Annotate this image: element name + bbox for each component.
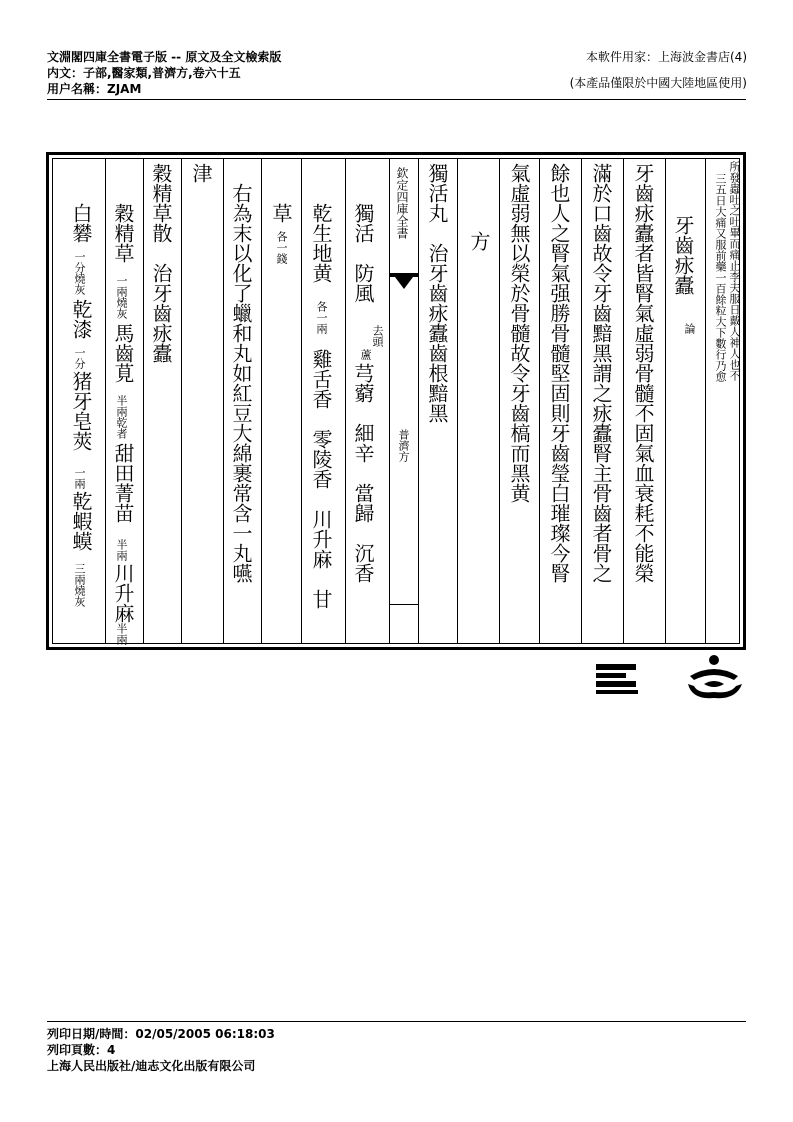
column-divider [418, 159, 419, 643]
note-column-left: 三五日大痛又服前藥一百餘粒大下數行乃愈 [714, 173, 727, 382]
ingredient: 草 [269, 203, 293, 223]
footer [47, 1026, 275, 1074]
ingredient-note: 三兩燒灰 [73, 563, 86, 607]
column-divider [581, 159, 582, 643]
column-divider [539, 159, 540, 643]
banner-fishtail [395, 277, 413, 289]
section-heading-note: 論 [683, 323, 696, 334]
column-divider [705, 159, 706, 643]
column-divider [345, 159, 346, 643]
banner-column [389, 159, 418, 643]
formula-title: 穀精草散 治牙齒㽷蠹 [149, 163, 173, 363]
column-divider [105, 159, 106, 643]
banner-title: 欽定四庫全書 [395, 167, 409, 239]
section-heading: 牙齒㽷蠹 [671, 215, 695, 295]
column-divider [499, 159, 500, 643]
column-divider [181, 159, 182, 643]
ingredient-note: 一兩 [73, 467, 86, 489]
publisher-logo-icon [594, 662, 640, 696]
ingredient: 乾生地黄 [309, 203, 333, 283]
ingredient: 馬齒莧 [111, 323, 135, 383]
print-datetime: 列印日期/時間：02/05/2005 06:18:03 [47, 1027, 275, 1041]
ingredient-note: 蘆 [359, 349, 372, 360]
region-notice: (本產品僅限於中國大陸地區使用) [569, 76, 747, 90]
ingredient-note: 各一錢 [275, 231, 288, 264]
ingredient: 乾漆 [69, 299, 93, 339]
footer-divider [47, 1021, 746, 1022]
ingredient-note: 半兩 [115, 623, 128, 645]
book-page-inner [52, 158, 740, 644]
text-column: 牙齒㽷蠹者皆腎氣虛弱骨髓不固氣血衰耗不能榮 [631, 163, 655, 583]
ingredient-note: 半兩乾者 [115, 395, 128, 439]
print-page-count: 列印頁數：4 [47, 1043, 116, 1057]
banner-book-title: 普濟方 [397, 429, 410, 462]
column-divider [665, 159, 666, 643]
ingredient: 獨活 防風 [351, 203, 375, 303]
licensee-text: 本軟件用家：上海波金書店(4) [586, 50, 747, 64]
column-divider [623, 159, 624, 643]
column-divider [223, 159, 224, 643]
digital-heritage-logo-icon [684, 654, 746, 702]
header-line-3: 用户名稱：ZJAM [47, 82, 142, 96]
note-column-right: 所發蟲吐之吐畢而痛止李夫服日戴人神人也不 [728, 161, 741, 381]
ingredient-note: 一分 [73, 347, 86, 369]
text-column: 餘也人之腎氣强勝骨髓堅固則牙齒瑩白璀璨今腎 [547, 163, 571, 583]
ingredient: 乾蝦蟆 [69, 491, 93, 551]
ingredient: 雞舌香 零陵香 川升麻 甘 [309, 349, 333, 609]
header-left [47, 49, 281, 97]
ingredient: 白礬 [69, 203, 93, 243]
book-page [46, 152, 746, 650]
header-right [570, 49, 747, 91]
ingredient-note: 去頭 [371, 325, 384, 347]
column-divider [143, 159, 144, 643]
column-divider [301, 159, 302, 643]
publisher-line: 上海人民出版社/迪志文化出版有限公司 [47, 1059, 256, 1073]
ingredient: 川升麻 [111, 563, 135, 623]
ingredient-note: 半兩 [115, 539, 128, 561]
header-line-1: 文淵閣四庫全書電子版 -- 原文及全文檢索版 [47, 50, 282, 64]
ingredient: 芎藭 細辛 當歸 沉香 [351, 363, 375, 583]
ingredient-note: 各一兩 [315, 301, 328, 334]
ingredient: 穀精草 [111, 203, 135, 263]
column-divider [457, 159, 458, 643]
preparation-text: 津 [189, 163, 213, 183]
ingredient: 猪牙皂莢 [69, 371, 93, 451]
header-line-2: 内文：子部,醫家類,普濟方,卷六十五 [47, 66, 241, 80]
ingredient: 甜田菁苗 [111, 443, 135, 523]
formula-heading: 方 [467, 231, 491, 251]
banner-divider [389, 604, 418, 605]
text-column: 滿於口齒故令牙齒黯黑謂之㽷蠹腎主骨齒者骨之 [589, 163, 613, 583]
ingredient-note: 一兩燒灰 [115, 275, 128, 319]
ingredient-note: 一分燒灰 [73, 251, 86, 295]
header-divider [47, 99, 746, 100]
column-divider [261, 159, 262, 643]
preparation-text: 右為末以化了蠟和丸如紅豆大綿裹常含一丸嚥 [229, 183, 253, 583]
text-column: 獨活丸 治牙齒㽷蠹齒根黯黑 [425, 163, 449, 423]
text-column: 氣虛弱無以榮於骨髓故令牙齒槁而黑黄 [507, 163, 531, 503]
